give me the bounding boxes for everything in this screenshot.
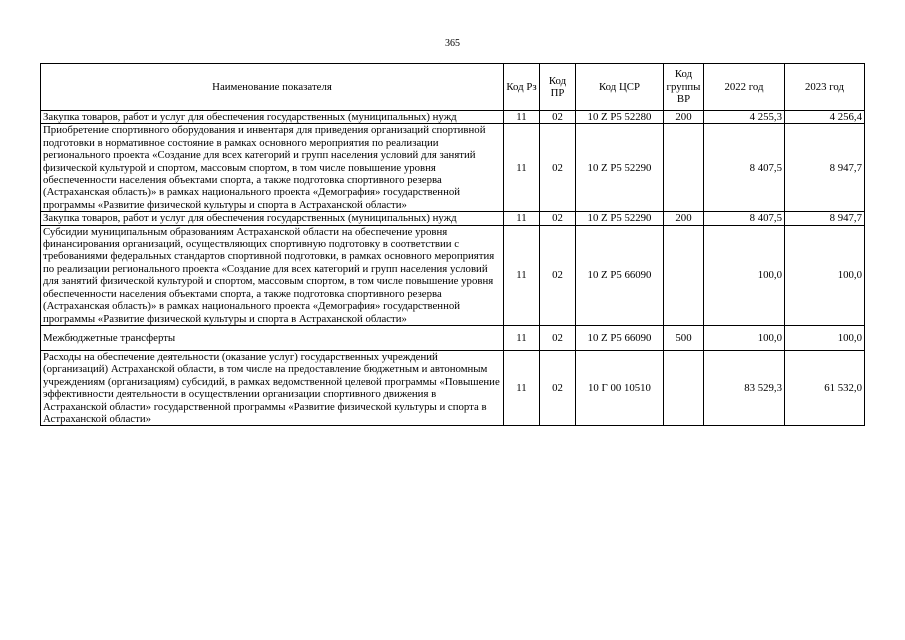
table-row <box>41 212 865 225</box>
row-pr: 02 <box>540 325 576 350</box>
row-vr: 200 <box>664 212 704 225</box>
row-name: Субсидии муниципальным образованиям Астраханской области на обеспечение уровня финансирования организаций, осуществляющих спортивную подготовку в соответствии с требованиями федеральных стандартов спортивной подготовки, в рамках основного мероприятия по реализации регионального проекта «Создание для всех категорий и групп населения условий для занятий физической культурой и спортом, массовым спортом, в том числе повышение уровня обеспеченности населения объектами спорта, а также подготовка спортивного резерва (Астраханская область)» в рамках национального проекта «Демография» государственной программы «Развитие физической культуры и спорта в Астраханской области» <box>41 225 504 325</box>
row-2022: 100,0 <box>704 325 785 350</box>
budget-table <box>40 63 865 426</box>
row-csr: 10 Г 00 10510 <box>576 350 664 425</box>
row-csr: 10 Z P5 52290 <box>576 212 664 225</box>
row-rz: 11 <box>504 212 540 225</box>
row-2022: 100,0 <box>704 225 785 325</box>
row-rz: 11 <box>504 325 540 350</box>
page-number: 365 <box>445 38 460 49</box>
row-name: Закупка товаров, работ и услуг для обеспечения государственных (муниципальных) нужд <box>41 111 504 124</box>
header-vr: Код группы ВР <box>664 64 704 111</box>
row-csr: 10 Z P5 52280 <box>576 111 664 124</box>
table-row <box>41 325 865 350</box>
row-pr: 02 <box>540 350 576 425</box>
row-name: Приобретение спортивного оборудования и инвентаря для приведения организаций спортивной подготовки в нормативное состояние в рамках основного мероприятия по реализации регионального проекта «Создание для всех категорий и групп населения условий для занятий физической культурой и спортом, массовым спортом, в том числе повышение уровня обеспеченности населения объектами спорта, а также подготовка спортивного резерва (Астраханская область)» в рамках национального проекта «Демография» государственной программы «Развитие физической культуры и спорта в Астраханской области» <box>41 124 504 212</box>
row-pr: 02 <box>540 124 576 212</box>
table-header-row <box>41 64 865 111</box>
row-2022: 83 529,3 <box>704 350 785 425</box>
row-vr <box>664 350 704 425</box>
row-2023: 8 947,7 <box>785 124 865 212</box>
table-row <box>41 225 865 325</box>
header-rz: Код Рз <box>504 64 540 111</box>
row-2023: 100,0 <box>785 325 865 350</box>
row-pr: 02 <box>540 111 576 124</box>
row-2023: 61 532,0 <box>785 350 865 425</box>
table-row <box>41 111 865 124</box>
row-csr: 10 Z P5 52290 <box>576 124 664 212</box>
header-2023: 2023 год <box>785 64 865 111</box>
row-csr: 10 Z P5 66090 <box>576 225 664 325</box>
row-name: Расходы на обеспечение деятельности (оказание услуг) государственных учреждений (организаций) Астраханской области, в том числе на предоставление бюджетным и автономным учреждениям (организациям) субсидий, в рамках ведомственной целевой программы «Повышение эффективности деятельности в осуществлении организации спортивного движения в Астраханской области» государственной программы «Развитие физической культуры и спорта в Астраханской области» <box>41 350 504 425</box>
row-rz: 11 <box>504 225 540 325</box>
table-row <box>41 124 865 212</box>
row-2023: 100,0 <box>785 225 865 325</box>
header-csr: Код ЦСР <box>576 64 664 111</box>
table-row <box>41 350 865 425</box>
row-vr <box>664 124 704 212</box>
row-name: Межбюджетные трансферты <box>41 325 504 350</box>
row-rz: 11 <box>504 124 540 212</box>
row-vr <box>664 225 704 325</box>
row-2023: 8 947,7 <box>785 212 865 225</box>
header-2022: 2022 год <box>704 64 785 111</box>
row-name: Закупка товаров, работ и услуг для обеспечения государственных (муниципальных) нужд <box>41 212 504 225</box>
row-2023: 4 256,4 <box>785 111 865 124</box>
row-pr: 02 <box>540 212 576 225</box>
row-csr: 10 Z P5 66090 <box>576 325 664 350</box>
row-rz: 11 <box>504 350 540 425</box>
row-vr: 200 <box>664 111 704 124</box>
header-name: Наименование показателя <box>41 64 504 111</box>
row-vr: 500 <box>664 325 704 350</box>
row-2022: 8 407,5 <box>704 124 785 212</box>
row-2022: 8 407,5 <box>704 212 785 225</box>
row-rz: 11 <box>504 111 540 124</box>
row-2022: 4 255,3 <box>704 111 785 124</box>
header-pr: Код ПР <box>540 64 576 111</box>
row-pr: 02 <box>540 225 576 325</box>
